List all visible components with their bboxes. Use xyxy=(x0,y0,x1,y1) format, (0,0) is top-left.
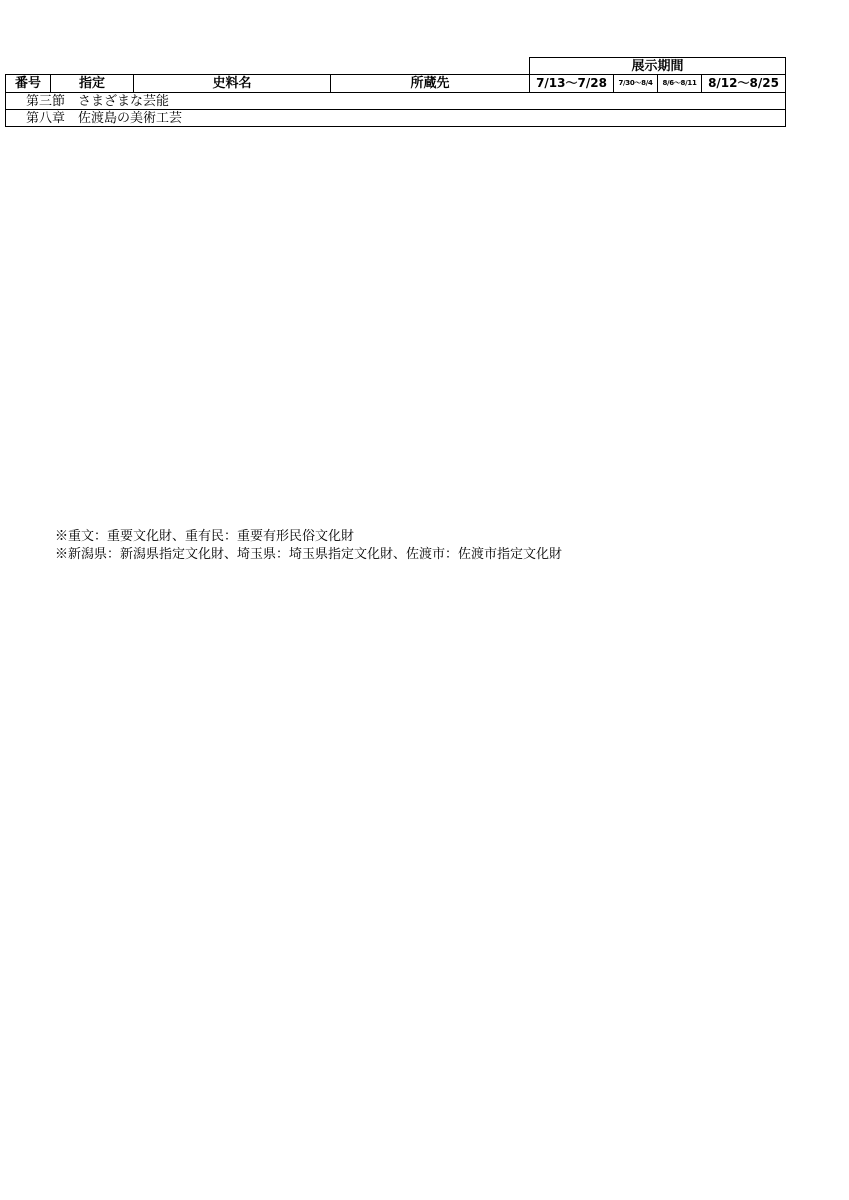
col-header-period-4: 8/12〜8/25 xyxy=(702,75,786,93)
col-header-period-2: 7/30〜8/4 xyxy=(614,75,658,93)
period-title: 展示期間 xyxy=(530,58,786,75)
header-row xyxy=(6,75,786,93)
col-header-number: 番号 xyxy=(6,75,51,93)
section-title: 第八章 佐渡島の美術工芸 xyxy=(6,110,786,127)
period-title-row xyxy=(6,58,786,75)
footnotes xyxy=(55,528,562,564)
col-header-name: 史料名 xyxy=(134,75,331,93)
section-row xyxy=(6,110,786,127)
col-header-owner: 所蔵先 xyxy=(331,75,530,93)
col-header-period-1: 7/13〜7/28 xyxy=(530,75,614,93)
col-header-designation: 指定 xyxy=(51,75,134,93)
col-header-period-3: 8/6〜8/11 xyxy=(658,75,702,93)
exhibit-table xyxy=(5,57,786,127)
section-title: 第三節 さまざまな芸能 xyxy=(6,93,786,110)
blank-cell xyxy=(6,58,530,75)
footnote: ※重文：重要文化財、重有民：重要有形民俗文化財 xyxy=(55,529,355,544)
section-row xyxy=(6,93,786,110)
footnote: ※新潟県：新潟県指定文化財、埼玉県：埼玉県指定文化財、佐渡市：佐渡市指定文化財 xyxy=(55,547,563,562)
exhibit-list-sheet xyxy=(5,57,786,127)
